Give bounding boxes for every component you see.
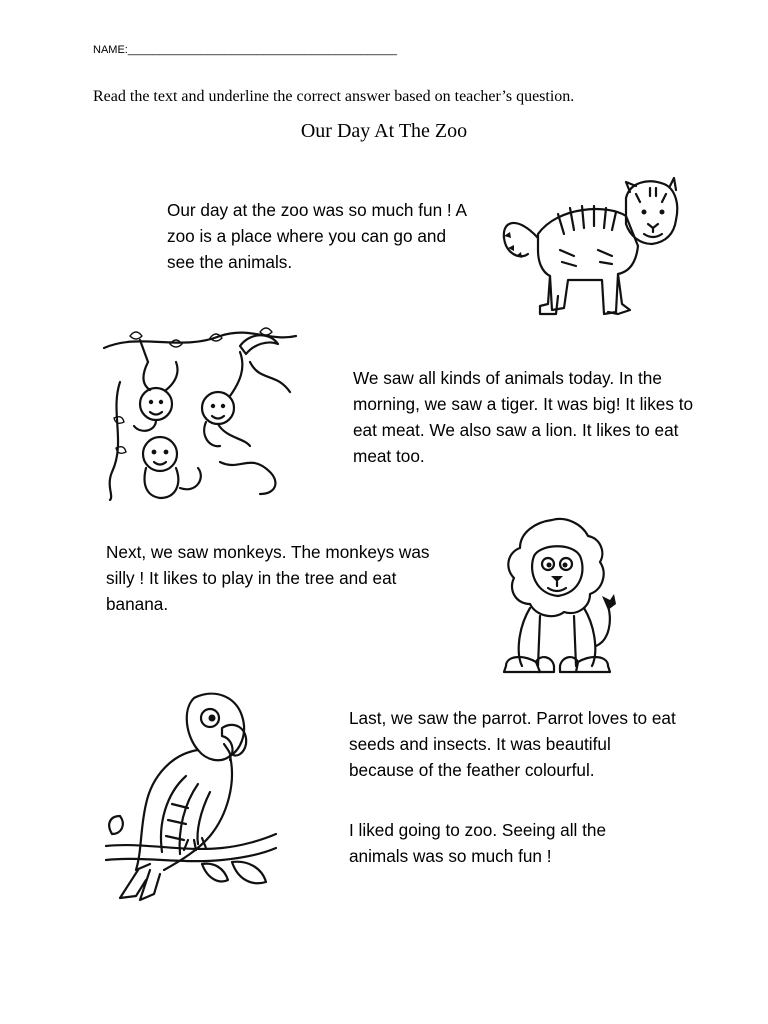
- paragraph-monkeys: Next, we saw monkeys. The monkeys was silly ! It likes to play in the tree and eat banana.: [106, 542, 430, 614]
- paragraph-parrot: Last, we saw the parrot. Parrot loves to eat seeds and insects. It was beautiful because of the feather colourful.: [349, 708, 676, 780]
- instruction-text: Read the text and underline the correct answer based on teacher’s question.: [93, 88, 575, 105]
- paragraph-intro: Our day at the zoo was so much fun ! A zoo is a place where you can go and see the animals.: [167, 200, 467, 272]
- name-field-line[interactable]: NAME:____________________________________________: [93, 44, 398, 56]
- monkeys-illustration: [100, 322, 300, 502]
- paragraph-conclusion: I liked going to zoo. Seeing all the animals was so much fun !: [349, 820, 607, 866]
- tiger-illustration: [498, 176, 682, 322]
- parrot-illustration: [102, 684, 278, 906]
- lion-illustration: [496, 516, 624, 682]
- paragraph-tiger-lion: We saw all kinds of animals today. In the morning, we saw a tiger. It was big! It likes to eat meat. We also saw a lion. It likes to eat meat too.: [353, 368, 694, 466]
- worksheet-title: Our Day At The Zoo: [300, 120, 468, 142]
